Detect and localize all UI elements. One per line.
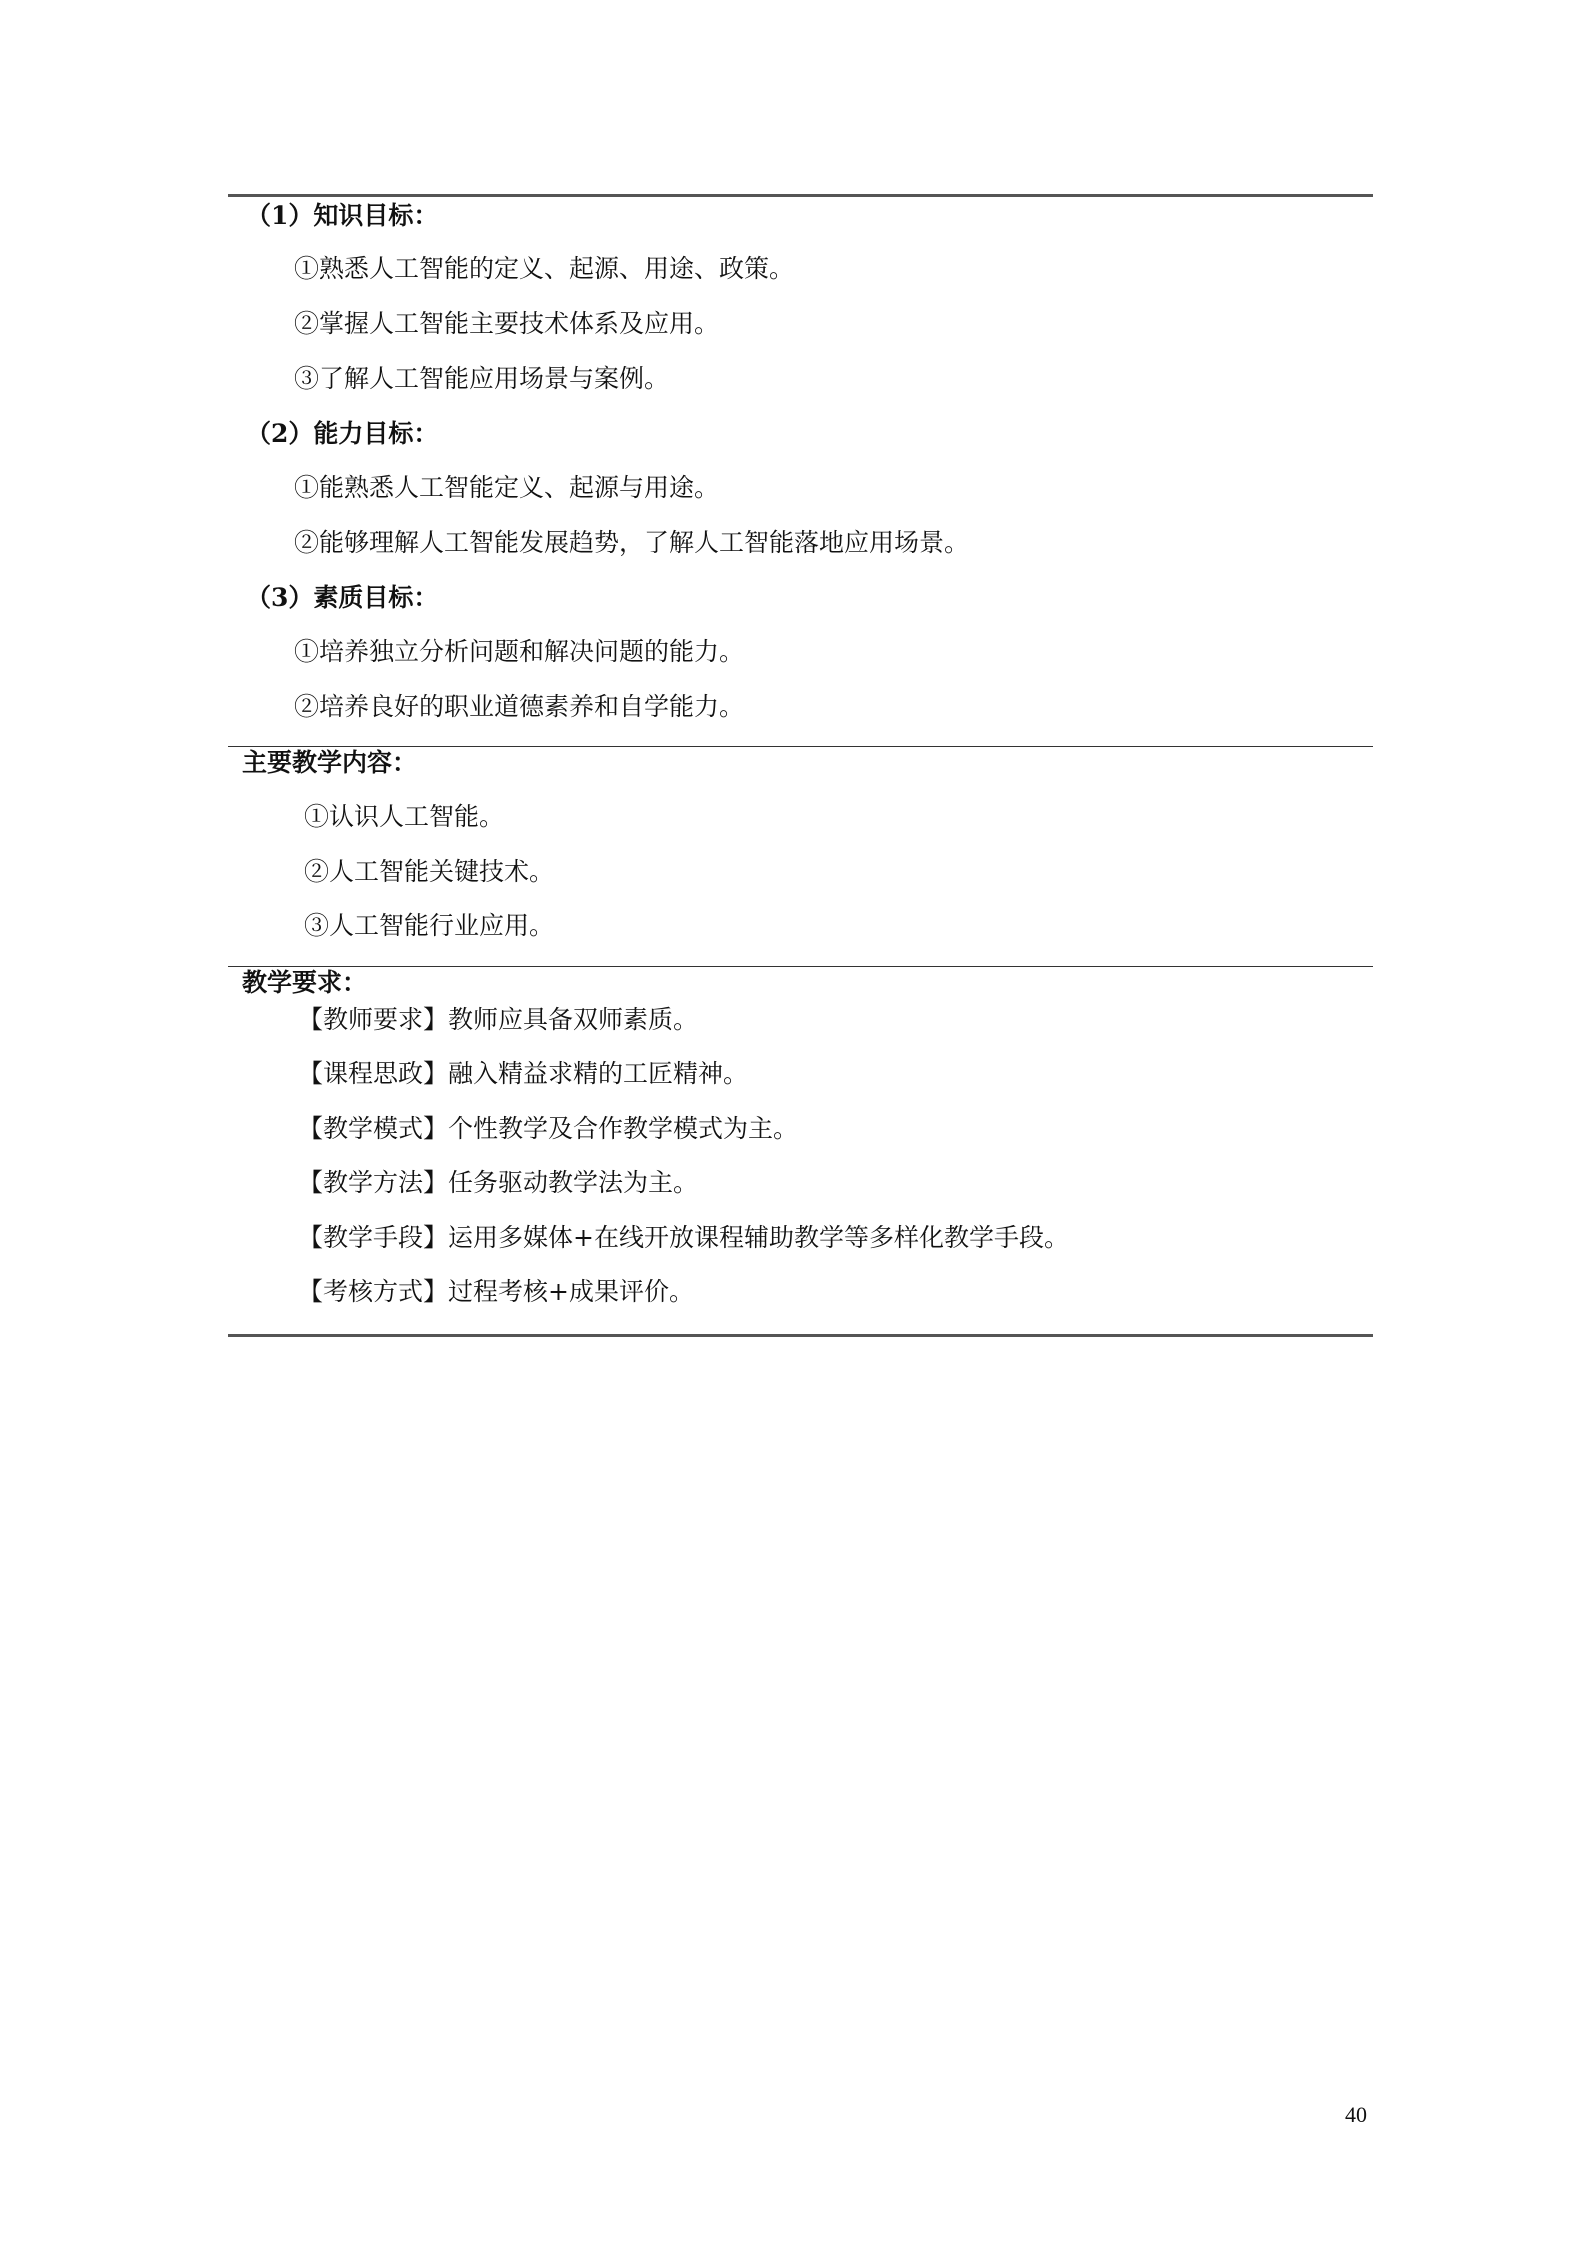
table-bottom-rule (228, 1334, 1373, 1337)
page-number: 40 (1345, 2102, 1367, 2127)
teaching-requirements-heading: 教学要求： (242, 968, 368, 997)
list-item: ③了解人工智能应用场景与案例。 (294, 364, 670, 393)
list-item: ①认识人工智能。 (304, 802, 505, 831)
objectives-section (228, 197, 1373, 746)
ability-objectives-heading: （2）能力目标： (246, 419, 439, 448)
list-item: 【考核方式】过程考核+成果评价。 (298, 1277, 694, 1306)
list-item: ②能够理解人工智能发展趋势，了解人工智能落地应用场景。 (294, 528, 970, 557)
list-item: ①能熟悉人工智能定义、起源与用途。 (294, 473, 720, 502)
list-item: ②掌握人工智能主要技术体系及应用。 (294, 309, 720, 338)
list-item: 【教学模式】个性教学及合作教学模式为主。 (298, 1114, 799, 1143)
list-item: 【教学手段】运用多媒体+在线开放课程辅助教学等多样化教学手段。 (298, 1223, 1069, 1252)
knowledge-objectives-heading: （1）知识目标： (246, 201, 439, 230)
list-item: ①熟悉人工智能的定义、起源、用途、政策。 (294, 254, 795, 283)
list-item: 【教学方法】任务驱动教学法为主。 (298, 1168, 699, 1197)
teaching-content-heading: 主要教学内容： (242, 748, 418, 777)
teaching-requirements-section (228, 967, 1373, 1334)
quality-objectives-heading: （3）素质目标： (246, 583, 439, 612)
list-item: ②培养良好的职业道德素养和自学能力。 (294, 692, 745, 721)
list-item: 【课程思政】融入精益求精的工匠精神。 (298, 1059, 749, 1088)
list-item: ②人工智能关键技术。 (304, 857, 555, 886)
list-item: ③人工智能行业应用。 (304, 911, 555, 940)
course-table (228, 194, 1373, 1337)
teaching-content-section (228, 747, 1373, 966)
list-item: ①培养独立分析问题和解决问题的能力。 (294, 637, 745, 666)
list-item: 【教师要求】教师应具备双师素质。 (298, 1005, 699, 1034)
